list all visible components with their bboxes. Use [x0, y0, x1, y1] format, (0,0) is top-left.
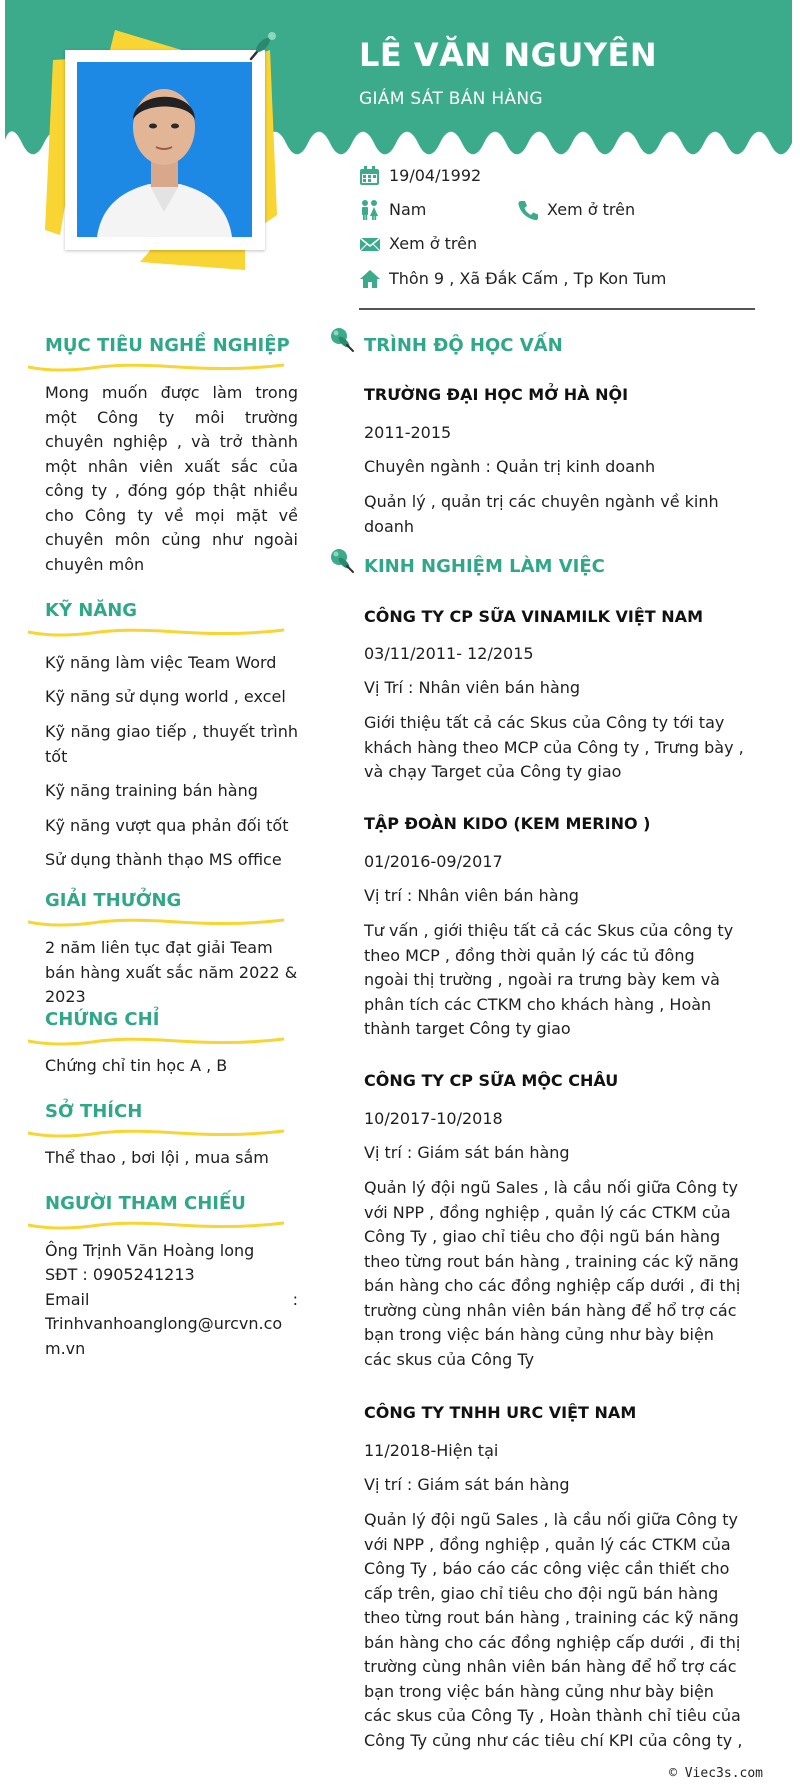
job-position: Vị trí : Nhân viên bán hàng: [364, 886, 579, 905]
reference-email-colon: :: [292, 1290, 298, 1309]
phone-icon: [517, 199, 539, 221]
home-icon: [359, 268, 381, 290]
objective-text: Mong muốn được làm trong một Công ty môi trường chuyên nghiệp , và trở thành một nhân viên xuất sắc của công ty , đóng góp thật nhiều cho Công ty về mọi mặt về chuyên môn củng như ngoài chuyên môn: [45, 383, 298, 574]
awards-underline: [28, 916, 284, 928]
hobbies-text: Thể thao , bơi lội , mua sắm: [45, 1148, 269, 1167]
job-company: CÔNG TY CP SỮA MỘC CHÂU: [364, 1071, 619, 1090]
hobbies-title: SỞ THÍCH: [45, 1101, 143, 1122]
reference-email-label: [45, 1288, 298, 1313]
photo-frame: [65, 50, 265, 250]
skill-item: Kỹ năng sử dụng world , excel: [45, 687, 286, 706]
pin-icon: [245, 25, 285, 65]
skills-title: KỸ NĂNG: [45, 600, 138, 621]
reference-email-value: Trinhvanhoanglong@urcvn.com.vn: [45, 1314, 283, 1358]
gender-icon: [359, 199, 381, 221]
references-title: NGƯỜI THAM CHIẾU: [45, 1193, 246, 1214]
education-period: 2011-2015: [364, 423, 452, 442]
reference-email-label-text: Email: [45, 1290, 90, 1309]
email-value: Xem ở trên: [389, 234, 478, 253]
contact-divider: [359, 308, 755, 310]
awards-title: GIẢI THƯỞNG: [45, 890, 182, 911]
job-description: Tư vấn , giới thiệu tất cả các Skus của công ty theo MCP , đồng thời quản lý các tủ đông ngoài thị trường , ngoài ra trưng bày kem và phân tích các CTKM cho khách hàng , Hoàn thành target Công ty giao: [364, 921, 734, 1038]
gender-value: Nam: [389, 200, 427, 219]
watermark: © Viec3s.com: [669, 1766, 763, 1781]
job-period: 03/11/2011- 12/2015: [364, 644, 534, 663]
reference-name: Ông Trịnh Văn Hoàng long: [45, 1241, 255, 1260]
certificates-title: CHỨNG CHỈ: [45, 1009, 160, 1030]
job-period: 01/2016-09/2017: [364, 852, 503, 871]
education-school: TRƯỜNG ĐẠI HỌC MỞ HÀ NỘI: [364, 385, 629, 404]
birthday-value: 19/04/1992: [389, 166, 482, 185]
objective-underline: [28, 361, 284, 373]
candidate-job-title: GIÁM SÁT BÁN HÀNG: [359, 89, 543, 109]
reference-phone: SĐT : 0905241213: [45, 1265, 195, 1284]
address-value: Thôn 9 , Xã Đắk Cấm , Tp Kon Tum: [389, 269, 667, 288]
person-silhouette: [77, 62, 252, 237]
skills-underline: [28, 626, 284, 638]
job-position: Vị trí : Giám sát bán hàng: [364, 1475, 570, 1494]
skill-item: Kỹ năng giao tiếp , thuyết trình tốt: [45, 722, 298, 766]
hobbies-underline: [28, 1127, 284, 1139]
objective-title: MỤC TIÊU NGHỀ NGHIỆP: [45, 335, 290, 356]
certificates-text: Chứng chỉ tin học A , B: [45, 1056, 228, 1075]
job-position: Vị trí : Giám sát bán hàng: [364, 1143, 570, 1162]
skill-item: Kỹ năng training bán hàng: [45, 781, 258, 800]
skill-item: Sử dụng thành thạo MS office: [45, 850, 282, 869]
job-description: Quản lý đội ngũ Sales , là cầu nối giữa Công ty với NPP , đồng nghiệp , quản lý các CTKM của Công Ty , báo cáo các công việc cần thiết cho cấp trên, giao chỉ tiêu cho đội ngũ bán hàng theo từng rout bán hàng , training các kỹ năng bán hàng cho các đồng nghiệp cấp dưới , đi thị trường cùng nhân viên bán hàng để hổ trợ các bạn trong việc bán hàng củng như bày biện các skus của Công Ty , Hoàn thành chỉ tiêu của Công Ty củng như các tiêu chí KPI của công ty ,: [364, 1510, 743, 1750]
job-description: Quản lý đội ngũ Sales , là cầu nối giữa Công ty với NPP , đồng nghiệp , quản lý các CTKM của Công Ty , giao chỉ tiêu cho đội ngũ bán hàng theo từng rout bán hàng , training các kỹ năng bán hàng cho các đồng nghiệp cấp dưới , đi thị trường cùng nhân viên bán hàng để hổ trợ các bạn trong việc bán hàng củng như bày biện các skus của Công Ty: [364, 1178, 741, 1369]
job-position: Vị Trí : Nhân viên bán hàng: [364, 678, 581, 697]
pin-icon: [327, 326, 355, 354]
job-company: TẬP ĐOÀN KIDO (KEM MERINO ): [364, 814, 651, 833]
job-period: 10/2017-10/2018: [364, 1109, 503, 1128]
profile-photo: [77, 62, 252, 237]
job-description: Giới thiệu tất cả các Skus của Công ty tới tay khách hàng theo MCP của Công ty , Trưng bày , và chạy Target của Công ty giao: [364, 713, 744, 781]
awards-text: 2 năm liên tục đạt giải Team bán hàng xuất sắc năm 2022 & 2023: [45, 938, 298, 1006]
certificates-underline: [28, 1035, 284, 1047]
skill-item: Kỹ năng vượt qua phản đối tốt: [45, 816, 289, 835]
phone-value: Xem ở trên: [547, 200, 636, 219]
email-icon: [359, 233, 381, 255]
education-title: TRÌNH ĐỘ HỌC VẤN: [364, 335, 563, 356]
profile-photo-frame: [45, 30, 295, 270]
experience-title: KINH NGHIỆM LÀM VIỆC: [364, 556, 605, 577]
pin-icon: [327, 547, 355, 575]
education-description: Quản lý , quản trị các chuyên ngành về kinh doanh: [364, 492, 719, 536]
skill-item: Kỹ năng làm việc Team Word: [45, 653, 277, 672]
job-company: CÔNG TY CP SỮA VINAMILK VIỆT NAM: [364, 607, 703, 626]
job-company: CÔNG TY TNHH URC VIỆT NAM: [364, 1403, 637, 1422]
job-period: 11/2018-Hiện tại: [364, 1441, 499, 1460]
references-underline: [28, 1219, 284, 1231]
candidate-name: LÊ VĂN NGUYÊN: [359, 36, 658, 74]
calendar-icon: [359, 165, 381, 187]
education-major: Chuyên ngành : Quản trị kinh doanh: [364, 457, 656, 476]
